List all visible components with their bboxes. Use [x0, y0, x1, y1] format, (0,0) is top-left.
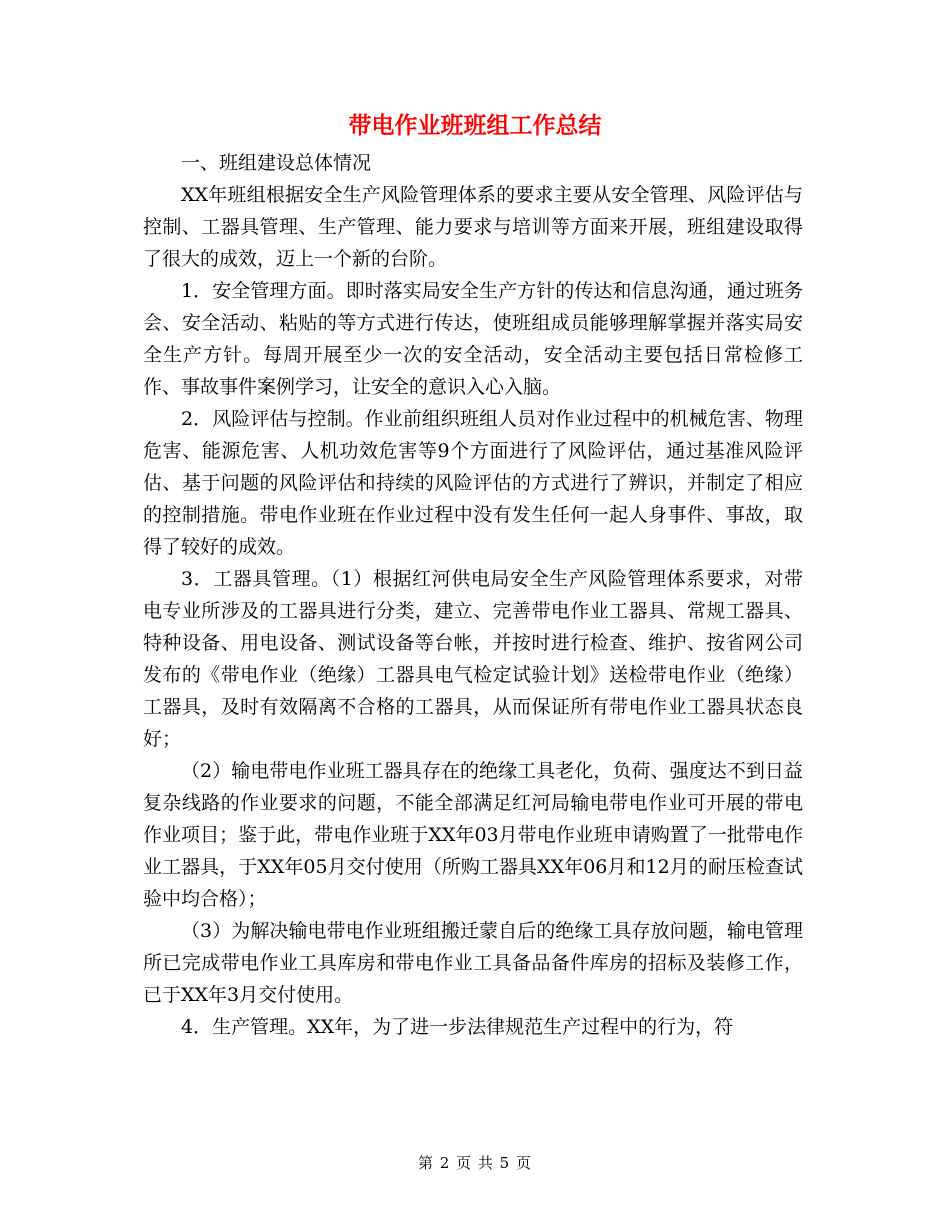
page-number-footer: 第 2 页 共 5 页	[418, 1154, 532, 1172]
document-title: 带电作业班班组工作总结	[348, 113, 602, 139]
section-heading: 一、班组建设总体情况	[181, 152, 372, 174]
paragraph-safety-management: 1．安全管理方面。即时落实局安全生产方针的传达和信息沟通，通过班务会、安全活动、粘贴的等方式进行传达，使班组成员能够理解掌握并落实局安全生产方针。每周开展至少一次的安全活动，安全活动主要包括日常检修工作、事故事件案例学习，让安全的意识入心入脑。	[143, 280, 803, 398]
paragraph-tool-management: 3．工器具管理。（1）根据红河供电局安全生产风险管理体系要求，对带电专业所涉及的工器具进行分类，建立、完善带电作业工器具、常规工器具、特种设备、用电设备、测试设备等台帐，并按时进行检查、维护、按省网公司发布的《带电作业（绝缘）工器具电气检定试验计划》送检带电作业（绝缘）工器具，及时有效隔离不合格的工器具，从而保证所有带电作业工器具状态良好；	[143, 568, 803, 750]
paragraph-production-management: 4．生产管理。XX年，为了进一步法律规范生产过程中的行为，符	[181, 1016, 734, 1038]
paragraph-overview: XX年班组根据安全生产风险管理体系的要求主要从安全管理、风险评估与控制、工器具管理、生产管理、能力要求与培训等方面来开展，班组建设取得了很大的成效，迈上一个新的台阶。	[143, 184, 803, 270]
paragraph-tool-storage: （3）为解决输电带电作业班组搬迁蒙自后的绝缘工具存放问题，输电管理所已完成带电作业工具库房和带电作业工具备品备件库房的招标及装修工作，已于XX年3月交付使用。	[143, 920, 803, 1006]
paragraph-risk-assessment: 2．风险评估与控制。作业前组织班组人员对作业过程中的机械危害、物理危害、能源危害、人机功效危害等9个方面进行了风险评估，通过基准风险评估、基于问题的风险评估和持续的风险评估的方式进行了辨识，并制定了相应的控制措施。带电作业班在作业过程中没有发生任何一起人身事件、事故，取得了较好的成效。	[143, 408, 803, 558]
document-body	[143, 147, 803, 1043]
paragraph-tool-aging: （2）输电带电作业班工器具存在的绝缘工具老化，负荷、强度达不到日益复杂线路的作业要求的问题，不能全部满足红河局输电带电作业可开展的带电作业项目；鉴于此，带电作业班于XX年03月带电作业班申请购置了一批带电作业工器具，于XX年05月交付使用（所购工器具XX年06月和12月的耐压检查试验中均合格）；	[143, 760, 803, 910]
